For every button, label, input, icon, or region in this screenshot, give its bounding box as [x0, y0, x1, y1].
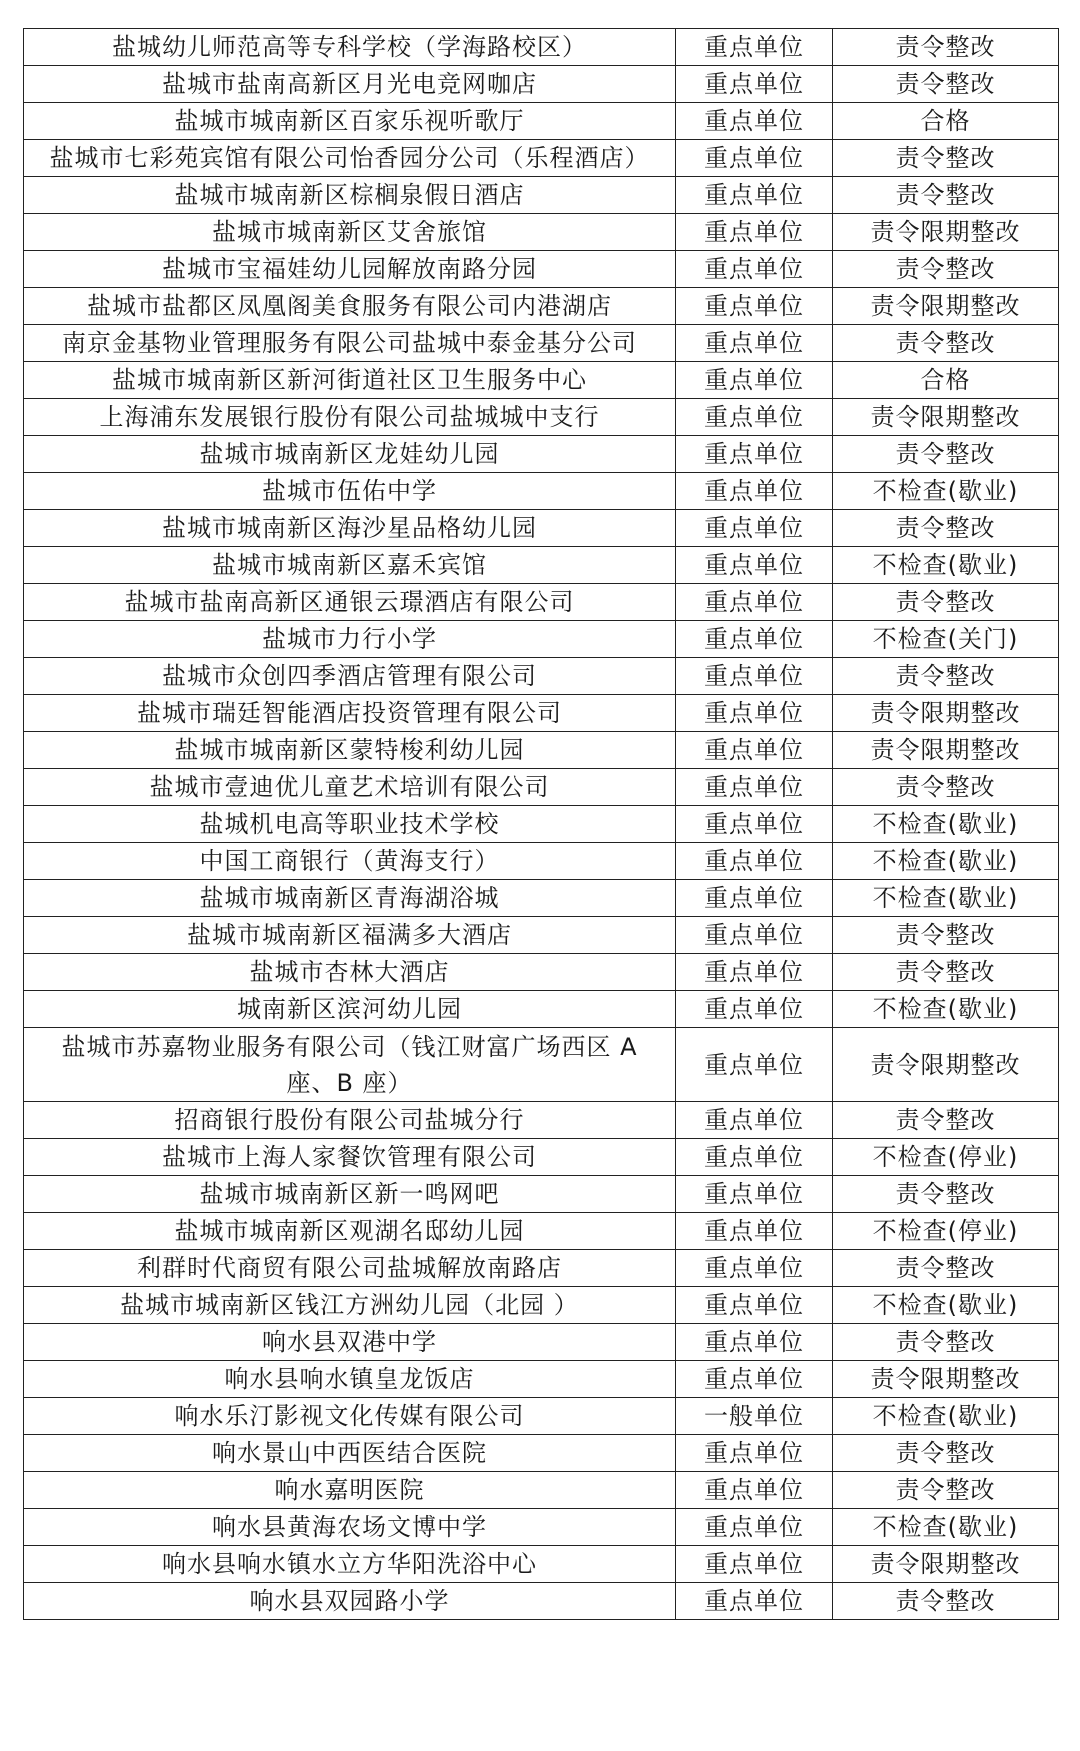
inspection-result-cell: 责令整改	[833, 1472, 1059, 1509]
inspection-result-cell: 合格	[833, 103, 1059, 140]
unit-category-cell: 重点单位	[676, 806, 833, 843]
inspection-result-cell: 责令整改	[833, 177, 1059, 214]
unit-name-cell: 盐城市杏林大酒店	[24, 954, 676, 991]
unit-category-cell: 重点单位	[676, 954, 833, 991]
table-row	[24, 917, 1059, 954]
inspection-result-cell: 责令整改	[833, 251, 1059, 288]
unit-name-cell: 盐城市苏嘉物业服务有限公司（钱江财富广场西区 A 座、B 座）	[24, 1028, 676, 1102]
unit-category-cell: 重点单位	[676, 66, 833, 103]
unit-name-cell: 响水嘉明医院	[24, 1472, 676, 1509]
unit-name-cell: 响水乐汀影视文化传媒有限公司	[24, 1398, 676, 1435]
table-row	[24, 288, 1059, 325]
inspection-table-body	[24, 29, 1059, 1620]
table-row	[24, 1176, 1059, 1213]
unit-name-cell: 盐城市力行小学	[24, 621, 676, 658]
unit-category-cell: 重点单位	[676, 991, 833, 1028]
inspection-result-cell: 不检查(歇业)	[833, 1287, 1059, 1324]
table-row	[24, 1324, 1059, 1361]
unit-name-cell: 城南新区滨河幼儿园	[24, 991, 676, 1028]
table-row	[24, 1509, 1059, 1546]
inspection-result-cell: 责令整改	[833, 140, 1059, 177]
unit-category-cell: 重点单位	[676, 251, 833, 288]
unit-name-cell: 盐城市上海人家餐饮管理有限公司	[24, 1139, 676, 1176]
inspection-table	[23, 28, 1059, 1620]
inspection-result-cell: 责令整改	[833, 1324, 1059, 1361]
table-row	[24, 806, 1059, 843]
inspection-result-cell: 不检查(歇业)	[833, 473, 1059, 510]
inspection-result-cell: 责令整改	[833, 1583, 1059, 1620]
unit-category-cell: 重点单位	[676, 1102, 833, 1139]
table-row	[24, 66, 1059, 103]
inspection-result-cell: 责令整改	[833, 325, 1059, 362]
inspection-result-cell: 责令整改	[833, 954, 1059, 991]
inspection-result-cell: 责令整改	[833, 1176, 1059, 1213]
inspection-result-cell: 责令整改	[833, 769, 1059, 806]
unit-name-cell: 南京金基物业管理服务有限公司盐城中泰金基分公司	[24, 325, 676, 362]
inspection-result-cell: 不检查(歇业)	[833, 1398, 1059, 1435]
unit-category-cell: 重点单位	[676, 1435, 833, 1472]
inspection-result-cell: 责令整改	[833, 1435, 1059, 1472]
unit-category-cell: 重点单位	[676, 1250, 833, 1287]
inspection-result-cell: 责令限期整改	[833, 695, 1059, 732]
unit-category-cell: 重点单位	[676, 1361, 833, 1398]
table-row	[24, 103, 1059, 140]
inspection-result-cell: 责令整改	[833, 1102, 1059, 1139]
inspection-result-cell: 不检查(停业)	[833, 1139, 1059, 1176]
unit-category-cell: 重点单位	[676, 177, 833, 214]
unit-category-cell: 重点单位	[676, 1472, 833, 1509]
table-row	[24, 362, 1059, 399]
unit-name-cell: 响水县黄海农场文博中学	[24, 1509, 676, 1546]
inspection-result-cell: 不检查(歇业)	[833, 991, 1059, 1028]
unit-name-cell: 盐城市城南新区观湖名邸幼儿园	[24, 1213, 676, 1250]
inspection-result-cell: 合格	[833, 362, 1059, 399]
inspection-result-cell: 责令限期整改	[833, 732, 1059, 769]
table-row	[24, 695, 1059, 732]
inspection-result-cell: 不检查(歇业)	[833, 806, 1059, 843]
table-row	[24, 325, 1059, 362]
table-row	[24, 29, 1059, 66]
unit-category-cell: 重点单位	[676, 843, 833, 880]
unit-name-cell: 盐城市伍佑中学	[24, 473, 676, 510]
unit-category-cell: 重点单位	[676, 1509, 833, 1546]
unit-name-cell: 盐城市盐南高新区通银云璟酒店有限公司	[24, 584, 676, 621]
table-row	[24, 1213, 1059, 1250]
unit-name-cell: 盐城市宝福娃幼儿园解放南路分园	[24, 251, 676, 288]
unit-category-cell: 重点单位	[676, 1324, 833, 1361]
unit-name-cell: 响水县响水镇水立方华阳洗浴中心	[24, 1546, 676, 1583]
inspection-result-cell: 不检查(关门)	[833, 621, 1059, 658]
table-row	[24, 954, 1059, 991]
table-row	[24, 251, 1059, 288]
unit-category-cell: 重点单位	[676, 473, 833, 510]
unit-name-cell: 盐城市城南新区青海湖浴城	[24, 880, 676, 917]
inspection-result-cell: 不检查(歇业)	[833, 843, 1059, 880]
unit-category-cell: 重点单位	[676, 288, 833, 325]
inspection-result-cell: 责令限期整改	[833, 1028, 1059, 1102]
unit-category-cell: 重点单位	[676, 917, 833, 954]
unit-name-cell: 盐城市城南新区嘉禾宾馆	[24, 547, 676, 584]
table-row	[24, 658, 1059, 695]
table-row	[24, 399, 1059, 436]
unit-name-cell: 盐城市壹迪优儿童艺术培训有限公司	[24, 769, 676, 806]
unit-name-cell: 盐城市盐都区凤凰阁美食服务有限公司内港湖店	[24, 288, 676, 325]
unit-name-cell: 响水景山中西医结合医院	[24, 1435, 676, 1472]
unit-name-cell: 响水县双园路小学	[24, 1583, 676, 1620]
unit-name-cell: 盐城市城南新区蒙特梭利幼儿园	[24, 732, 676, 769]
inspection-result-cell: 责令限期整改	[833, 1546, 1059, 1583]
table-row	[24, 1583, 1059, 1620]
inspection-result-cell: 责令限期整改	[833, 214, 1059, 251]
unit-category-cell: 重点单位	[676, 1287, 833, 1324]
unit-name-cell: 上海浦东发展银行股份有限公司盐城城中支行	[24, 399, 676, 436]
unit-category-cell: 重点单位	[676, 1176, 833, 1213]
table-row	[24, 1287, 1059, 1324]
inspection-result-cell: 责令限期整改	[833, 288, 1059, 325]
unit-category-cell: 重点单位	[676, 1028, 833, 1102]
unit-category-cell: 重点单位	[676, 214, 833, 251]
unit-name-cell: 响水县响水镇皇龙饭店	[24, 1361, 676, 1398]
unit-category-cell: 重点单位	[676, 658, 833, 695]
table-row	[24, 140, 1059, 177]
table-row	[24, 1546, 1059, 1583]
table-row	[24, 436, 1059, 473]
unit-category-cell: 重点单位	[676, 510, 833, 547]
inspection-result-cell: 责令整改	[833, 658, 1059, 695]
inspection-result-cell: 责令整改	[833, 1250, 1059, 1287]
inspection-result-cell: 责令限期整改	[833, 1361, 1059, 1398]
unit-category-cell: 重点单位	[676, 732, 833, 769]
unit-category-cell: 重点单位	[676, 103, 833, 140]
unit-name-cell: 响水县双港中学	[24, 1324, 676, 1361]
table-row	[24, 1435, 1059, 1472]
table-row	[24, 473, 1059, 510]
unit-category-cell: 重点单位	[676, 140, 833, 177]
inspection-result-cell: 不检查(停业)	[833, 1213, 1059, 1250]
unit-category-cell: 重点单位	[676, 769, 833, 806]
unit-category-cell: 重点单位	[676, 695, 833, 732]
unit-name-cell: 招商银行股份有限公司盐城分行	[24, 1102, 676, 1139]
table-row	[24, 732, 1059, 769]
table-row	[24, 880, 1059, 917]
unit-category-cell: 重点单位	[676, 1213, 833, 1250]
table-row	[24, 1102, 1059, 1139]
table-row	[24, 1139, 1059, 1176]
unit-name-cell: 中国工商银行（黄海支行）	[24, 843, 676, 880]
table-row	[24, 547, 1059, 584]
unit-name-cell: 盐城市城南新区新河街道社区卫生服务中心	[24, 362, 676, 399]
inspection-result-cell: 不检查(歇业)	[833, 1509, 1059, 1546]
table-row	[24, 1250, 1059, 1287]
unit-category-cell: 重点单位	[676, 29, 833, 66]
table-row	[24, 584, 1059, 621]
unit-name-cell: 盐城机电高等职业技术学校	[24, 806, 676, 843]
unit-name-cell: 盐城市城南新区新一鸣网吧	[24, 1176, 676, 1213]
inspection-result-cell: 不检查(歇业)	[833, 880, 1059, 917]
unit-name-cell: 盐城市七彩苑宾馆有限公司怡香园分公司（乐程酒店）	[24, 140, 676, 177]
unit-category-cell: 重点单位	[676, 584, 833, 621]
unit-category-cell: 重点单位	[676, 880, 833, 917]
unit-category-cell: 重点单位	[676, 621, 833, 658]
inspection-result-cell: 责令限期整改	[833, 399, 1059, 436]
unit-category-cell: 一般单位	[676, 1398, 833, 1435]
table-row	[24, 177, 1059, 214]
table-row	[24, 1361, 1059, 1398]
unit-name-cell: 盐城市城南新区福满多大酒店	[24, 917, 676, 954]
table-row	[24, 1028, 1059, 1102]
unit-category-cell: 重点单位	[676, 547, 833, 584]
unit-name-cell: 盐城市城南新区龙娃幼儿园	[24, 436, 676, 473]
unit-category-cell: 重点单位	[676, 1546, 833, 1583]
table-row	[24, 214, 1059, 251]
unit-name-cell: 盐城市城南新区海沙星品格幼儿园	[24, 510, 676, 547]
inspection-result-cell: 责令整改	[833, 66, 1059, 103]
inspection-result-cell: 责令整改	[833, 436, 1059, 473]
inspection-result-cell: 责令整改	[833, 29, 1059, 66]
table-row	[24, 843, 1059, 880]
inspection-result-cell: 责令整改	[833, 584, 1059, 621]
unit-name-cell: 盐城幼儿师范高等专科学校（学海路校区）	[24, 29, 676, 66]
inspection-table-container	[23, 28, 1058, 1620]
inspection-result-cell: 责令整改	[833, 510, 1059, 547]
unit-name-cell: 盐城市瑞廷智能酒店投资管理有限公司	[24, 695, 676, 732]
inspection-result-cell: 不检查(歇业)	[833, 547, 1059, 584]
table-row	[24, 769, 1059, 806]
table-row	[24, 621, 1059, 658]
unit-name-cell: 盐城市城南新区钱江方洲幼儿园（北园 ）	[24, 1287, 676, 1324]
unit-name-cell: 利群时代商贸有限公司盐城解放南路店	[24, 1250, 676, 1287]
unit-name-cell: 盐城市众创四季酒店管理有限公司	[24, 658, 676, 695]
table-row	[24, 1398, 1059, 1435]
table-row	[24, 510, 1059, 547]
unit-name-cell: 盐城市城南新区百家乐视听歌厅	[24, 103, 676, 140]
unit-category-cell: 重点单位	[676, 1583, 833, 1620]
table-row	[24, 991, 1059, 1028]
unit-name-cell: 盐城市盐南高新区月光电竞网咖店	[24, 66, 676, 103]
unit-category-cell: 重点单位	[676, 436, 833, 473]
unit-category-cell: 重点单位	[676, 399, 833, 436]
unit-name-cell: 盐城市城南新区棕榈泉假日酒店	[24, 177, 676, 214]
unit-category-cell: 重点单位	[676, 1139, 833, 1176]
inspection-result-cell: 责令整改	[833, 917, 1059, 954]
unit-category-cell: 重点单位	[676, 325, 833, 362]
table-row	[24, 1472, 1059, 1509]
unit-name-cell: 盐城市城南新区艾舍旅馆	[24, 214, 676, 251]
unit-category-cell: 重点单位	[676, 362, 833, 399]
